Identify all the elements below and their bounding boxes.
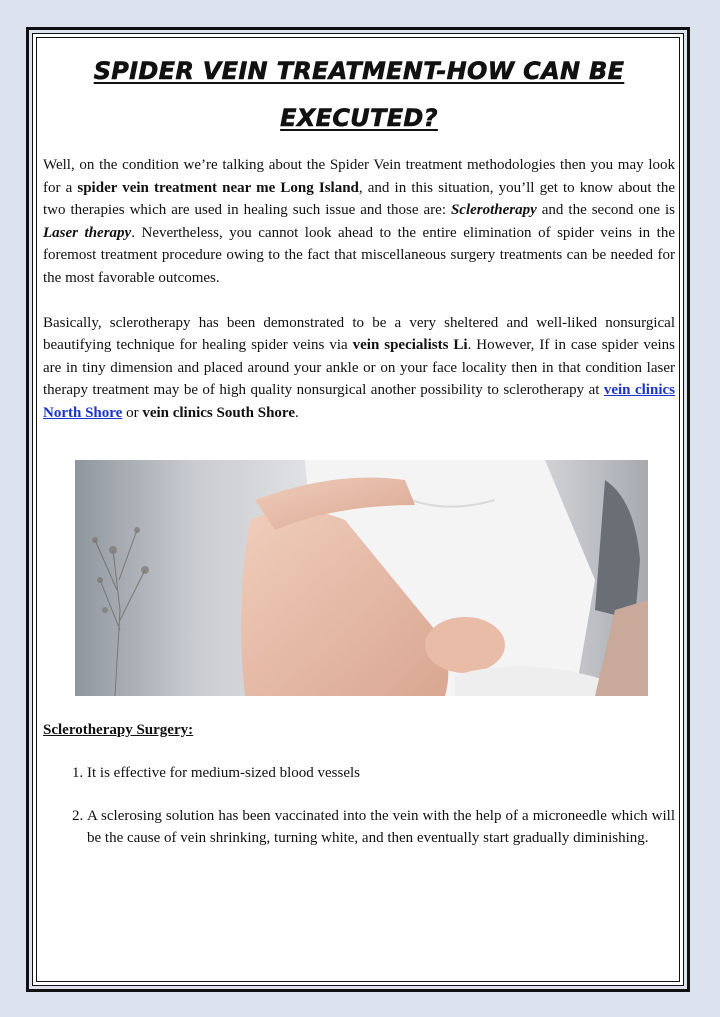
text-run: . However, If in case spider veins are in tiny dimension and placed around your ankle or on your face locality then in that condition laser therapy treatment may be of high quality nonsurgical another possibility to sclerotherapy at xyxy=(43,337,675,399)
emphasis-text: Sclerotherapy xyxy=(450,202,537,219)
text-run: , and in this situation, you’ll get to know about the two therapies which are used in healing such issue and those are: xyxy=(43,179,676,219)
document-title: SPIDER VEIN TREATMENT-HOW CAN BE EXECUTED? xyxy=(93,57,625,132)
section-heading: Sclerotherapy Surgery: xyxy=(43,722,194,738)
emphasis-text: vein specialists Li xyxy=(352,337,468,354)
steps-list xyxy=(43,762,675,850)
text-run: . Nevertheless, you cannot look ahead to the entire elimination of spider veins in the foremost treatment procedure owing to the fact that miscellaneous surgery treatments can be needed for the most favorable outcomes. xyxy=(43,224,675,286)
emphasis-text: spider vein treatment near me Long Island xyxy=(77,179,359,196)
document-content xyxy=(43,48,676,847)
emphasis-text: Laser therapy xyxy=(43,224,132,241)
text-run: Well, on the condition we’re talking about the Spider Vein treatment methodologies then you may look for a xyxy=(43,157,675,196)
sclerotherapy-paragraph xyxy=(43,312,675,425)
text-run: or xyxy=(122,404,143,421)
text-run: and the second one is xyxy=(536,202,675,219)
text-run: . xyxy=(294,404,299,421)
list-item: 1. It is effective for medium-sized blood vessels xyxy=(87,762,675,785)
list-item: 2. A sclerosing solution has been vaccinated into the vein with the help of a microneedle which will be the cause of vein shrinking, turning white, and then eventually start gradually diminishing. xyxy=(87,805,675,850)
vein-clinics-link[interactable]: vein clinics North Shore xyxy=(43,382,675,421)
emphasis-text: vein clinics South Shore xyxy=(142,404,295,421)
intro-paragraph xyxy=(43,154,675,290)
text-run: Basically, sclerotherapy has been demonstrated to be a very sheltered and well-liked nonsurgical beautifying technique for healing spider veins via xyxy=(43,314,675,354)
leg-treatment-photo xyxy=(75,460,648,696)
photo-illustration xyxy=(75,460,648,696)
